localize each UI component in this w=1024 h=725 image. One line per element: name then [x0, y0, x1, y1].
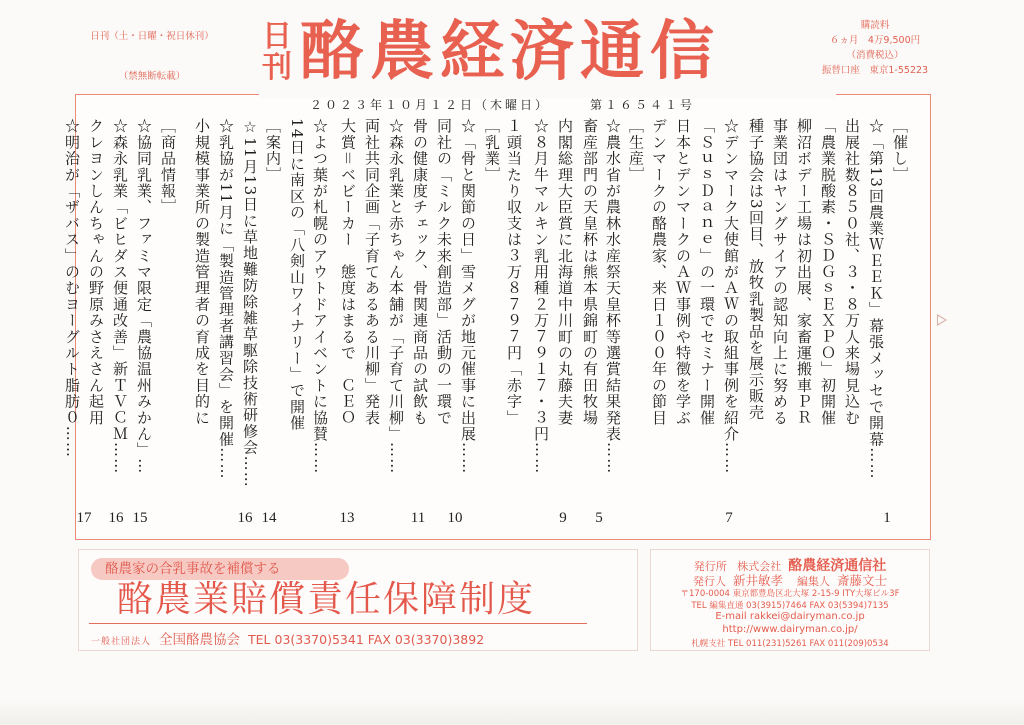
publisher-email-link[interactable]: E-mail rakkei@dairyman.co.jp: [715, 611, 865, 622]
company-name: 酪農経済通信社: [788, 558, 887, 574]
editor-label: 編集人: [797, 575, 830, 588]
headline-line: 出展社数８５０社、３・８万人来場見込む: [843, 118, 861, 426]
ad-tagline: 酪農家の合乳事故を補償する: [91, 558, 349, 580]
transfer-account: 振替口座 東京1-55223: [821, 65, 929, 76]
subscription-info: [800, 18, 950, 78]
section-heading: ［生産］: [627, 118, 645, 183]
headline-line[interactable]: ☆「第13回農業ＷＥＥＫ」幕張メッセで開幕……: [867, 118, 885, 480]
headline-line: 柳沼ボデー工場は初出展、家畜運搬車ＰＲ: [795, 118, 813, 426]
publisher-tel: TEL 編集直通 03(3915)7464 FAX 03(5394)7135: [691, 601, 889, 611]
page-number[interactable]: 16: [108, 510, 124, 526]
page-number[interactable]: 10: [447, 510, 463, 526]
newspaper-title: [262, 12, 720, 92]
page-number[interactable]: 16: [237, 510, 253, 526]
copyright-notice: （禁無断転載）: [118, 71, 186, 82]
publication-schedule: 日刊（土・日曜・祝日休刊）: [90, 31, 214, 42]
insurance-advertisement[interactable]: [78, 549, 638, 651]
title-main: 酪農経済通信: [300, 15, 720, 89]
headline-line: 「ＳｕｓＤａｎｅ」の一環でセミナー開催: [698, 118, 716, 426]
headline-line[interactable]: ☆森永乳業「ビヒダス便通改善」新ＴＶＣＭ……: [111, 118, 129, 475]
page-number[interactable]: 1: [883, 510, 891, 526]
editor-name: 斎藤文士: [837, 573, 888, 588]
issuer-label: 発行人: [692, 575, 726, 588]
dateline: [310, 96, 695, 113]
ad-divider: [89, 623, 587, 624]
issue-date: ２０２３年１０月１２日（木曜日）: [310, 98, 551, 112]
publisher-address: 〒170-0004 東京都豊島区北大塚 2-15-9 ITY大塚ビル3F: [680, 589, 900, 599]
headline-line: 「農業脱酸素・ＳＤＧｓＥＸＰＯ」初開催: [819, 118, 837, 426]
headline-line: 同社の「ミルク未来創造部」活動の一環で: [435, 118, 453, 426]
headline-line[interactable]: ☆協同乳業、ファミマ限定「農協温州みかん」…: [135, 118, 153, 475]
headline-line: 日本とデンマークのＡＷ事例や特徴を学ぶ: [674, 118, 692, 426]
headline-columns: [63, 118, 920, 538]
headline-line: 畜産部門の天皇杯は熊本県錦町の有田牧場: [581, 118, 599, 426]
subscription-tax: （消費税込）: [846, 50, 904, 61]
page-number[interactable]: 5: [595, 510, 603, 526]
page-bottom-edge: [0, 700, 1024, 725]
ad-org-name: 全国酪農協会: [159, 632, 241, 648]
title-kicker: [262, 21, 292, 83]
ad-title: 酪農業賠償責任保障制度: [117, 579, 536, 620]
page-arrow-icon[interactable]: [937, 314, 947, 326]
publisher-info: [650, 549, 930, 651]
section-heading: ［催し］: [891, 118, 909, 183]
page-number[interactable]: 13: [339, 510, 355, 526]
issue-number: 第１６５４１号: [590, 98, 696, 112]
headline-line[interactable]: ☆農水省が農林水産祭天皇杯等選賞結果発表……: [604, 118, 622, 475]
headline-line[interactable]: ☆森永乳業と赤ちゃん本舗が「子育て川柳」……: [387, 118, 405, 475]
headline-line[interactable]: ☆明治が「ザバス」のむヨーグルト脂肪０……: [63, 118, 81, 459]
headline-line[interactable]: ☆デンマーク大使館がＡＷの取組事例を紹介……: [722, 118, 740, 475]
headline-line[interactable]: ☆「骨と関節の日」雪メグが地元催事に出展……: [459, 118, 477, 475]
headline-line: 骨の健康度チェック、骨関連商品の試飲も: [411, 118, 429, 426]
headline-line[interactable]: ☆11月13日に草地難防除雑草駆除技術研修会……: [241, 118, 259, 488]
headline-line: 両社共同企画「子育てあるある川柳」発表: [363, 118, 381, 426]
page-number[interactable]: 11: [410, 510, 426, 526]
headline-line[interactable]: ☆８月牛マルキン乳用種２万７９１７・３円……: [532, 118, 550, 475]
ad-org-type: 一般社団法人: [91, 637, 152, 647]
headline-line: 小規模事業所の製造管理者の育成を目的に: [193, 118, 211, 426]
headline-line: 14日に南区の「八剣山ワイナリー」で開催: [288, 118, 306, 432]
ad-contact: TEL 03(3370)5341 FAX 03(3370)3892: [248, 632, 485, 647]
headline-line[interactable]: ☆よつ葉が札幌のアウトドアイベントに協賛……: [311, 118, 329, 475]
subscription-label: 購読料: [860, 20, 890, 31]
page-number[interactable]: 15: [132, 510, 148, 526]
headline-line[interactable]: ☆乳協が11月に「製造管理者講習会」を開催……: [217, 118, 235, 480]
page-number[interactable]: 17: [76, 510, 92, 526]
section-heading: ［商品情報］: [159, 118, 177, 216]
ad-footer: [91, 628, 484, 648]
kicker-char: 日: [262, 19, 292, 54]
subscription-price: ６ヵ月 4万9,500円: [829, 35, 921, 46]
section-heading: ［案内］: [264, 118, 282, 183]
publisher-label: 発行所: [693, 560, 727, 573]
kicker-char: 刊: [262, 50, 292, 85]
headline-line: デンマークの酪農家、来日１００年の節目: [650, 118, 668, 426]
headline-line: 内閣総理大臣賞に北海道中川町の丸藤夫妻: [556, 118, 574, 426]
page-number[interactable]: 7: [725, 510, 733, 526]
section-heading: ［乳業］: [483, 118, 501, 183]
company-type: 株式会社: [737, 560, 782, 573]
page-number[interactable]: 9: [559, 510, 567, 526]
headline-line: 大賞＝ベビーカー 態度はまるで ＣＥＯ: [339, 118, 357, 426]
page-number[interactable]: 14: [261, 510, 277, 526]
headline-line: 事業団はヤングサイアの認知向上に努める: [771, 118, 789, 426]
headline-line: １頭当たり収支は３万８７９７円「赤字」: [505, 118, 523, 426]
issuer-name: 新井敏孝: [732, 573, 783, 588]
sapporo-branch: 札幌支社 TEL 011(231)5261 FAX 011(209)0534: [691, 639, 889, 649]
publisher-website-link[interactable]: http://www.dairyman.co.jp/: [722, 624, 858, 635]
headline-line: 種子協会は3回目、放牧乳製品を展示販売: [747, 118, 765, 421]
headline-line: クレヨンしんちゃんの野原みさえさん起用: [87, 118, 105, 426]
